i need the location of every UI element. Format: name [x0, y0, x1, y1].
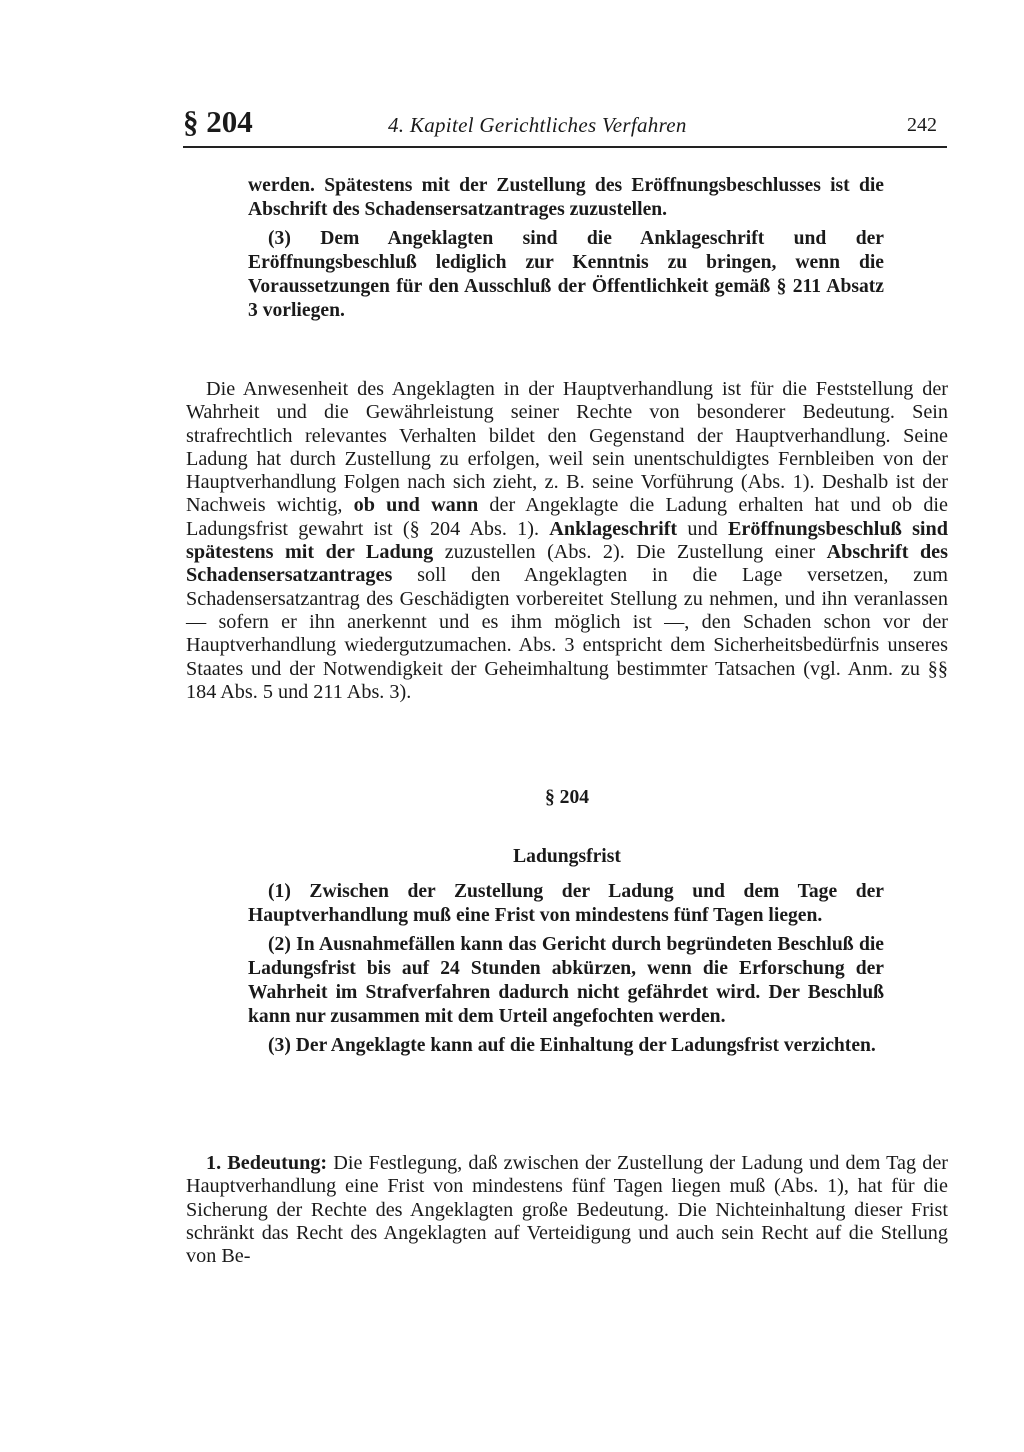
commentary-bold-2: Anklageschrift — [549, 517, 678, 540]
section-title-heading: Ladungsfrist — [513, 846, 621, 867]
law-paragraph-continuation: werden. Spätestens mit der Zustellung des Eröffnungsbeschlusses ist die Abschrift des Schadensersatzantrages zuzustellen. — [248, 175, 884, 220]
section-204-paragraph-2: (2) In Ausnahmefällen kann das Gericht durch begründeten Beschluß die Ladungsfrist bis auf 24 Stunden abkürzen, wenn die Erforschung der Wahrheit im Strafverfahren dadurch nicht gefährdet wird. Der Beschluß kann nur zusammen mit dem Urteil angefochten werden. — [248, 934, 884, 1027]
commentary-text-5: soll den Angeklagten in die Lage versetzen, zum Schadensersatzantrag des Geschädigten vorbereitet Stellung zu nehmen, und ihn veranlassen — sofern er ihn anerkennt und es ihm möglich ist —, den Schaden schon vor der Hauptverhandlung wiedergutzumachen. Abs. 3 entspricht dem Sicherheitsbedürfnis unseres Staates und der Notwendigkeit der Geheimhaltung bestimmter Tatsachen (vgl. Anm. zu §§ 184 Abs. 5 und 211 Abs. 3). — [186, 564, 948, 703]
commentary-paragraph — [186, 378, 948, 704]
commentary-text-3: und — [677, 517, 728, 540]
commentary-bold-1: ob und wann — [353, 494, 479, 517]
law-text-continuation — [248, 174, 884, 323]
commentary-text-1: Die Anwesenheit des Angeklagten in der Hauptverhandlung ist für die Feststellung der Wahrheit und die Gewährleistung seiner Rechte von besonderer Bedeutung. Sein strafrechtlich relevantes Verhalten bildet den Gegenstand der Hauptverhandlung. Seine Ladung hat durch Zustellung zu erfolgen, weil sein unentschuldigtes Fernbleiben von der Hauptverhandlung Folgen nach sich zieht, z. B. seine Vorführung (Abs. 1). Deshalb ist der Nachweis wichtig, — [186, 378, 948, 517]
section-204-paragraph-1: (1) Zwischen der Zustellung der Ladung und dem Tage der Hauptverhandlung muß eine Frist von mindestens fünf Tagen liegen. — [248, 881, 884, 926]
note-number: 1. — [206, 1152, 222, 1174]
commentary-note-1 — [186, 1152, 948, 1268]
commentary-text-4: zuzustellen (Abs. 2). Die Zustellung einer — [433, 541, 827, 564]
section-204-law-text — [248, 880, 884, 1058]
note-text: Die Festlegung, daß zwischen der Zustellung der Ladung und dem Tag der Hauptverhandlung eine Frist von mindestens fünf Tagen liegen muß (Abs. 1), hat für die Sicherung der Rechte des Angeklagten große Bedeutung. Die Nichteinhaltung dieser Frist schränkt das Recht des Angeklagten auf Verteidigung und auch sein Recht auf die Stellung von Be- — [186, 1152, 949, 1268]
commentary-bold-3: Eröffnungsbeschluß sind spätestens mit der Ladung — [186, 517, 948, 564]
note-heading: Bedeutung: — [227, 1152, 328, 1174]
law-paragraph-3: (3) Dem Angeklagten sind die Anklageschrift und der Eröffnungsbeschluß lediglich zur Kenntnis zu bringen, wenn die Voraussetzungen für den Ausschluß der Öffentlichkeit gemäß § 211 Absatz 3 vorliegen. — [248, 228, 884, 321]
page-number: 242 — [907, 114, 937, 136]
commentary-text-2: der Angeklagte die Ladung erhalten hat und ob die Ladungsfrist gewahrt ist (§ 204 Abs. 1). — [186, 494, 948, 540]
page-header — [183, 102, 947, 148]
header-chapter-title: 4. Kapitel Gerichtliches Verfahren — [388, 113, 687, 137]
commentary-bold-4: Abschrift des Schadensersatzantrages — [186, 541, 949, 587]
header-section-number: § 204 — [183, 104, 253, 139]
section-204-paragraph-3: (3) Der Angeklagte kann auf die Einhaltung der Ladungsfrist verzichten. — [268, 1035, 876, 1056]
section-number-heading: § 204 — [544, 787, 590, 808]
